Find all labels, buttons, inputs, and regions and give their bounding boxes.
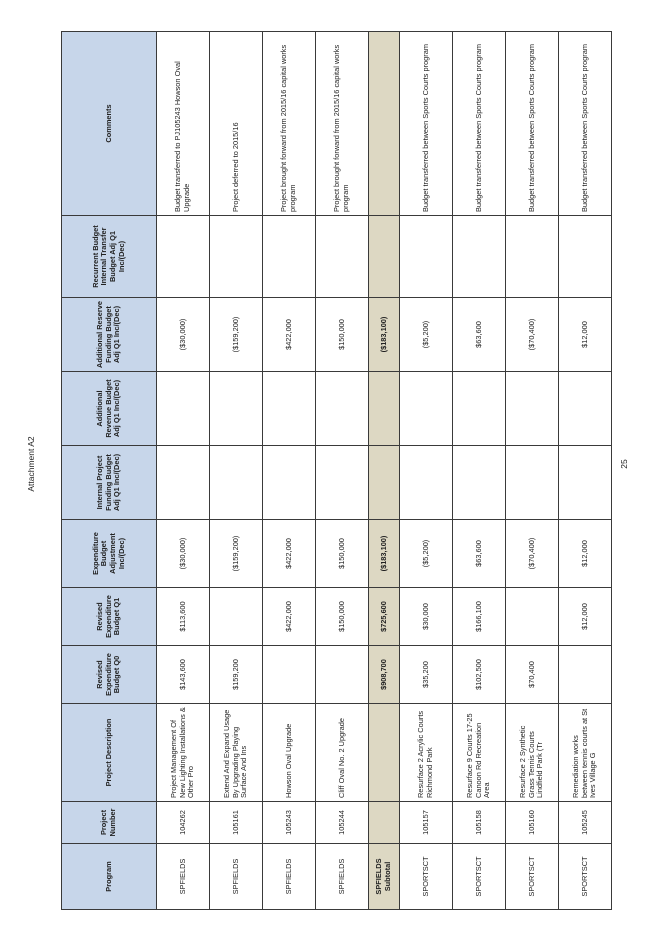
- cell-reserve-funding: ($183,100): [369, 298, 400, 372]
- cell-budget-q1: $422,000: [263, 588, 316, 646]
- cell-additional-revenue: [453, 372, 506, 446]
- cell-comments: Budget transferred between Sports Courts program: [400, 32, 453, 216]
- cell-recurrent-transfer: [559, 216, 612, 298]
- cell-internal-funding: [369, 446, 400, 520]
- header-recurrent-internal-transfer: Recurrent Budget Internal Transfer Budget Adj Q1 Inc/(Dec): [62, 216, 157, 298]
- cell-budget-q0: $159,200: [210, 646, 263, 704]
- subtotal-row: [369, 32, 400, 910]
- table-row: [506, 32, 559, 910]
- cell-additional-revenue: [559, 372, 612, 446]
- cell-recurrent-transfer: [506, 216, 559, 298]
- cell-budget-q0: [316, 646, 369, 704]
- cell-reserve-funding: ($30,000): [157, 298, 210, 372]
- cell-additional-revenue: [369, 372, 400, 446]
- cell-comments: Project brought forward from 2015/16 capital works program: [263, 32, 316, 216]
- cell-description: [369, 704, 400, 802]
- cell-recurrent-transfer: [263, 216, 316, 298]
- cell-program: SPFIELDS Subtotal: [369, 844, 400, 910]
- cell-internal-funding: [157, 446, 210, 520]
- cell-description: Resurface 9 Courts 17-25 Canoon Rd Recreation Area: [453, 704, 506, 802]
- cell-comments: [369, 32, 400, 216]
- cell-internal-funding: [453, 446, 506, 520]
- cell-budget-q1: $725,600: [369, 588, 400, 646]
- cell-internal-funding: [506, 446, 559, 520]
- cell-expenditure-adjustment: ($159,200): [210, 520, 263, 588]
- table-row: [400, 32, 453, 910]
- cell-budget-q0: [559, 646, 612, 704]
- cell-budget-q0: $908,700: [369, 646, 400, 704]
- cell-reserve-funding: ($70,400): [506, 298, 559, 372]
- cell-recurrent-transfer: [369, 216, 400, 298]
- cell-expenditure-adjustment: ($70,400): [506, 520, 559, 588]
- cell-budget-q1: $150,000: [316, 588, 369, 646]
- cell-comments: Budget transferred between Sports Courts program: [506, 32, 559, 216]
- page-number: 25: [619, 459, 629, 469]
- cell-comments: Project brought forward from 2015/16 capital works program: [316, 32, 369, 216]
- cell-program: SPFIELDS: [316, 844, 369, 910]
- header-project-number: Project Number: [62, 802, 157, 844]
- budget-adjustment-table: [61, 31, 612, 910]
- cell-expenditure-adjustment: ($5,200): [400, 520, 453, 588]
- cell-project-number: 105157: [400, 802, 453, 844]
- cell-program: SPORTSCT: [400, 844, 453, 910]
- cell-budget-q1: $166,100: [453, 588, 506, 646]
- cell-expenditure-adjustment: $12,000: [559, 520, 612, 588]
- cell-reserve-funding: $63,600: [453, 298, 506, 372]
- cell-additional-revenue: [400, 372, 453, 446]
- cell-description: Project Management Of New Lighting Installations & Other Pro: [157, 704, 210, 802]
- cell-additional-revenue: [210, 372, 263, 446]
- cell-program: SPORTSCT: [506, 844, 559, 910]
- cell-budget-q0: $35,200: [400, 646, 453, 704]
- cell-project-number: [369, 802, 400, 844]
- cell-recurrent-transfer: [453, 216, 506, 298]
- table-row: [316, 32, 369, 910]
- cell-description: Extend And Expand Usage By Upgrading Playing Surface And Ins: [210, 704, 263, 802]
- header-additional-revenue: Additional Revenue Budget Adj Q1 Inc/(Dec): [62, 372, 157, 446]
- cell-budget-q1: $12,000: [559, 588, 612, 646]
- cell-comments: Budget transferred between Sports Courts program: [559, 32, 612, 216]
- cell-program: SPORTSCT: [559, 844, 612, 910]
- header-comments: Comments: [62, 32, 157, 216]
- cell-comments: Project deferred to 2015/16: [210, 32, 263, 216]
- cell-reserve-funding: $12,000: [559, 298, 612, 372]
- rotated-table-wrapper: [61, 32, 598, 910]
- cell-project-number: 105158: [453, 802, 506, 844]
- cell-budget-q0: $143,600: [157, 646, 210, 704]
- cell-internal-funding: [400, 446, 453, 520]
- table-row: [453, 32, 506, 910]
- cell-additional-revenue: [157, 372, 210, 446]
- cell-budget-q1: [210, 588, 263, 646]
- cell-project-number: 105245: [559, 802, 612, 844]
- cell-expenditure-adjustment: $422,000: [263, 520, 316, 588]
- cell-recurrent-transfer: [157, 216, 210, 298]
- cell-recurrent-transfer: [210, 216, 263, 298]
- cell-comments: Budget transferred between Sports Courts program: [453, 32, 506, 216]
- header-project-description: Project Description: [62, 704, 157, 802]
- cell-recurrent-transfer: [400, 216, 453, 298]
- header-additional-reserve-funding: Additional Reserve Funding Budget Adj Q1 Inc/(Dec): [62, 298, 157, 372]
- cell-budget-q1: $113,600: [157, 588, 210, 646]
- cell-description: Resurface 2 Acrylic Courts Richmond Park: [400, 704, 453, 802]
- cell-budget-q0: $102,500: [453, 646, 506, 704]
- cell-budget-q0: $70,400: [506, 646, 559, 704]
- header-expenditure-adjustment: Expenditure Budget Adjustment Inc/(Dec): [62, 520, 157, 588]
- table-row: [559, 32, 612, 910]
- cell-internal-funding: [316, 446, 369, 520]
- cell-expenditure-adjustment: $150,000: [316, 520, 369, 588]
- header-program: Program: [62, 844, 157, 910]
- cell-reserve-funding: ($5,200): [400, 298, 453, 372]
- header-revised-budget-q0: Revised Expenditure Budget Q0: [62, 646, 157, 704]
- cell-reserve-funding: ($159,200): [210, 298, 263, 372]
- cell-description: Remediation works between tennis courts at St Ives Village G: [559, 704, 612, 802]
- table-row: [157, 32, 210, 910]
- cell-expenditure-adjustment: $63,600: [453, 520, 506, 588]
- attachment-label: Attachment A2: [26, 436, 36, 492]
- cell-project-number: 105243: [263, 802, 316, 844]
- cell-expenditure-adjustment: ($30,000): [157, 520, 210, 588]
- cell-additional-revenue: [506, 372, 559, 446]
- cell-comments: Budget transferred to PJ105243 Howson Oval Upgrade: [157, 32, 210, 216]
- cell-internal-funding: [263, 446, 316, 520]
- cell-internal-funding: [559, 446, 612, 520]
- cell-project-number: 105161: [210, 802, 263, 844]
- cell-program: SPORTSCT: [453, 844, 506, 910]
- cell-description: Cliff Oval No. 2 Upgrade: [316, 704, 369, 802]
- cell-reserve-funding: $150,000: [316, 298, 369, 372]
- cell-budget-q1: $30,000: [400, 588, 453, 646]
- cell-reserve-funding: $422,000: [263, 298, 316, 372]
- cell-project-number: 105244: [316, 802, 369, 844]
- cell-additional-revenue: [263, 372, 316, 446]
- header-internal-project-funding: Internal Project Funding Budget Adj Q1 Inc/(Dec): [62, 446, 157, 520]
- cell-budget-q1: [506, 588, 559, 646]
- cell-project-number: 104262: [157, 802, 210, 844]
- cell-recurrent-transfer: [316, 216, 369, 298]
- cell-project-number: 105160: [506, 802, 559, 844]
- cell-program: SPFIELDS: [157, 844, 210, 910]
- cell-description: Howson Oval Upgrade: [263, 704, 316, 802]
- table-row: [263, 32, 316, 910]
- header-row: [62, 32, 157, 910]
- cell-program: SPFIELDS: [263, 844, 316, 910]
- cell-description: Resurface 2 Synthetic Grass Tennis Courts Lindfield Park (Tr: [506, 704, 559, 802]
- cell-expenditure-adjustment: ($183,100): [369, 520, 400, 588]
- cell-budget-q0: [263, 646, 316, 704]
- header-revised-budget-q1: Revised Expenditure Budget Q1: [62, 588, 157, 646]
- cell-additional-revenue: [316, 372, 369, 446]
- cell-program: SPFIELDS: [210, 844, 263, 910]
- cell-internal-funding: [210, 446, 263, 520]
- table-row: [210, 32, 263, 910]
